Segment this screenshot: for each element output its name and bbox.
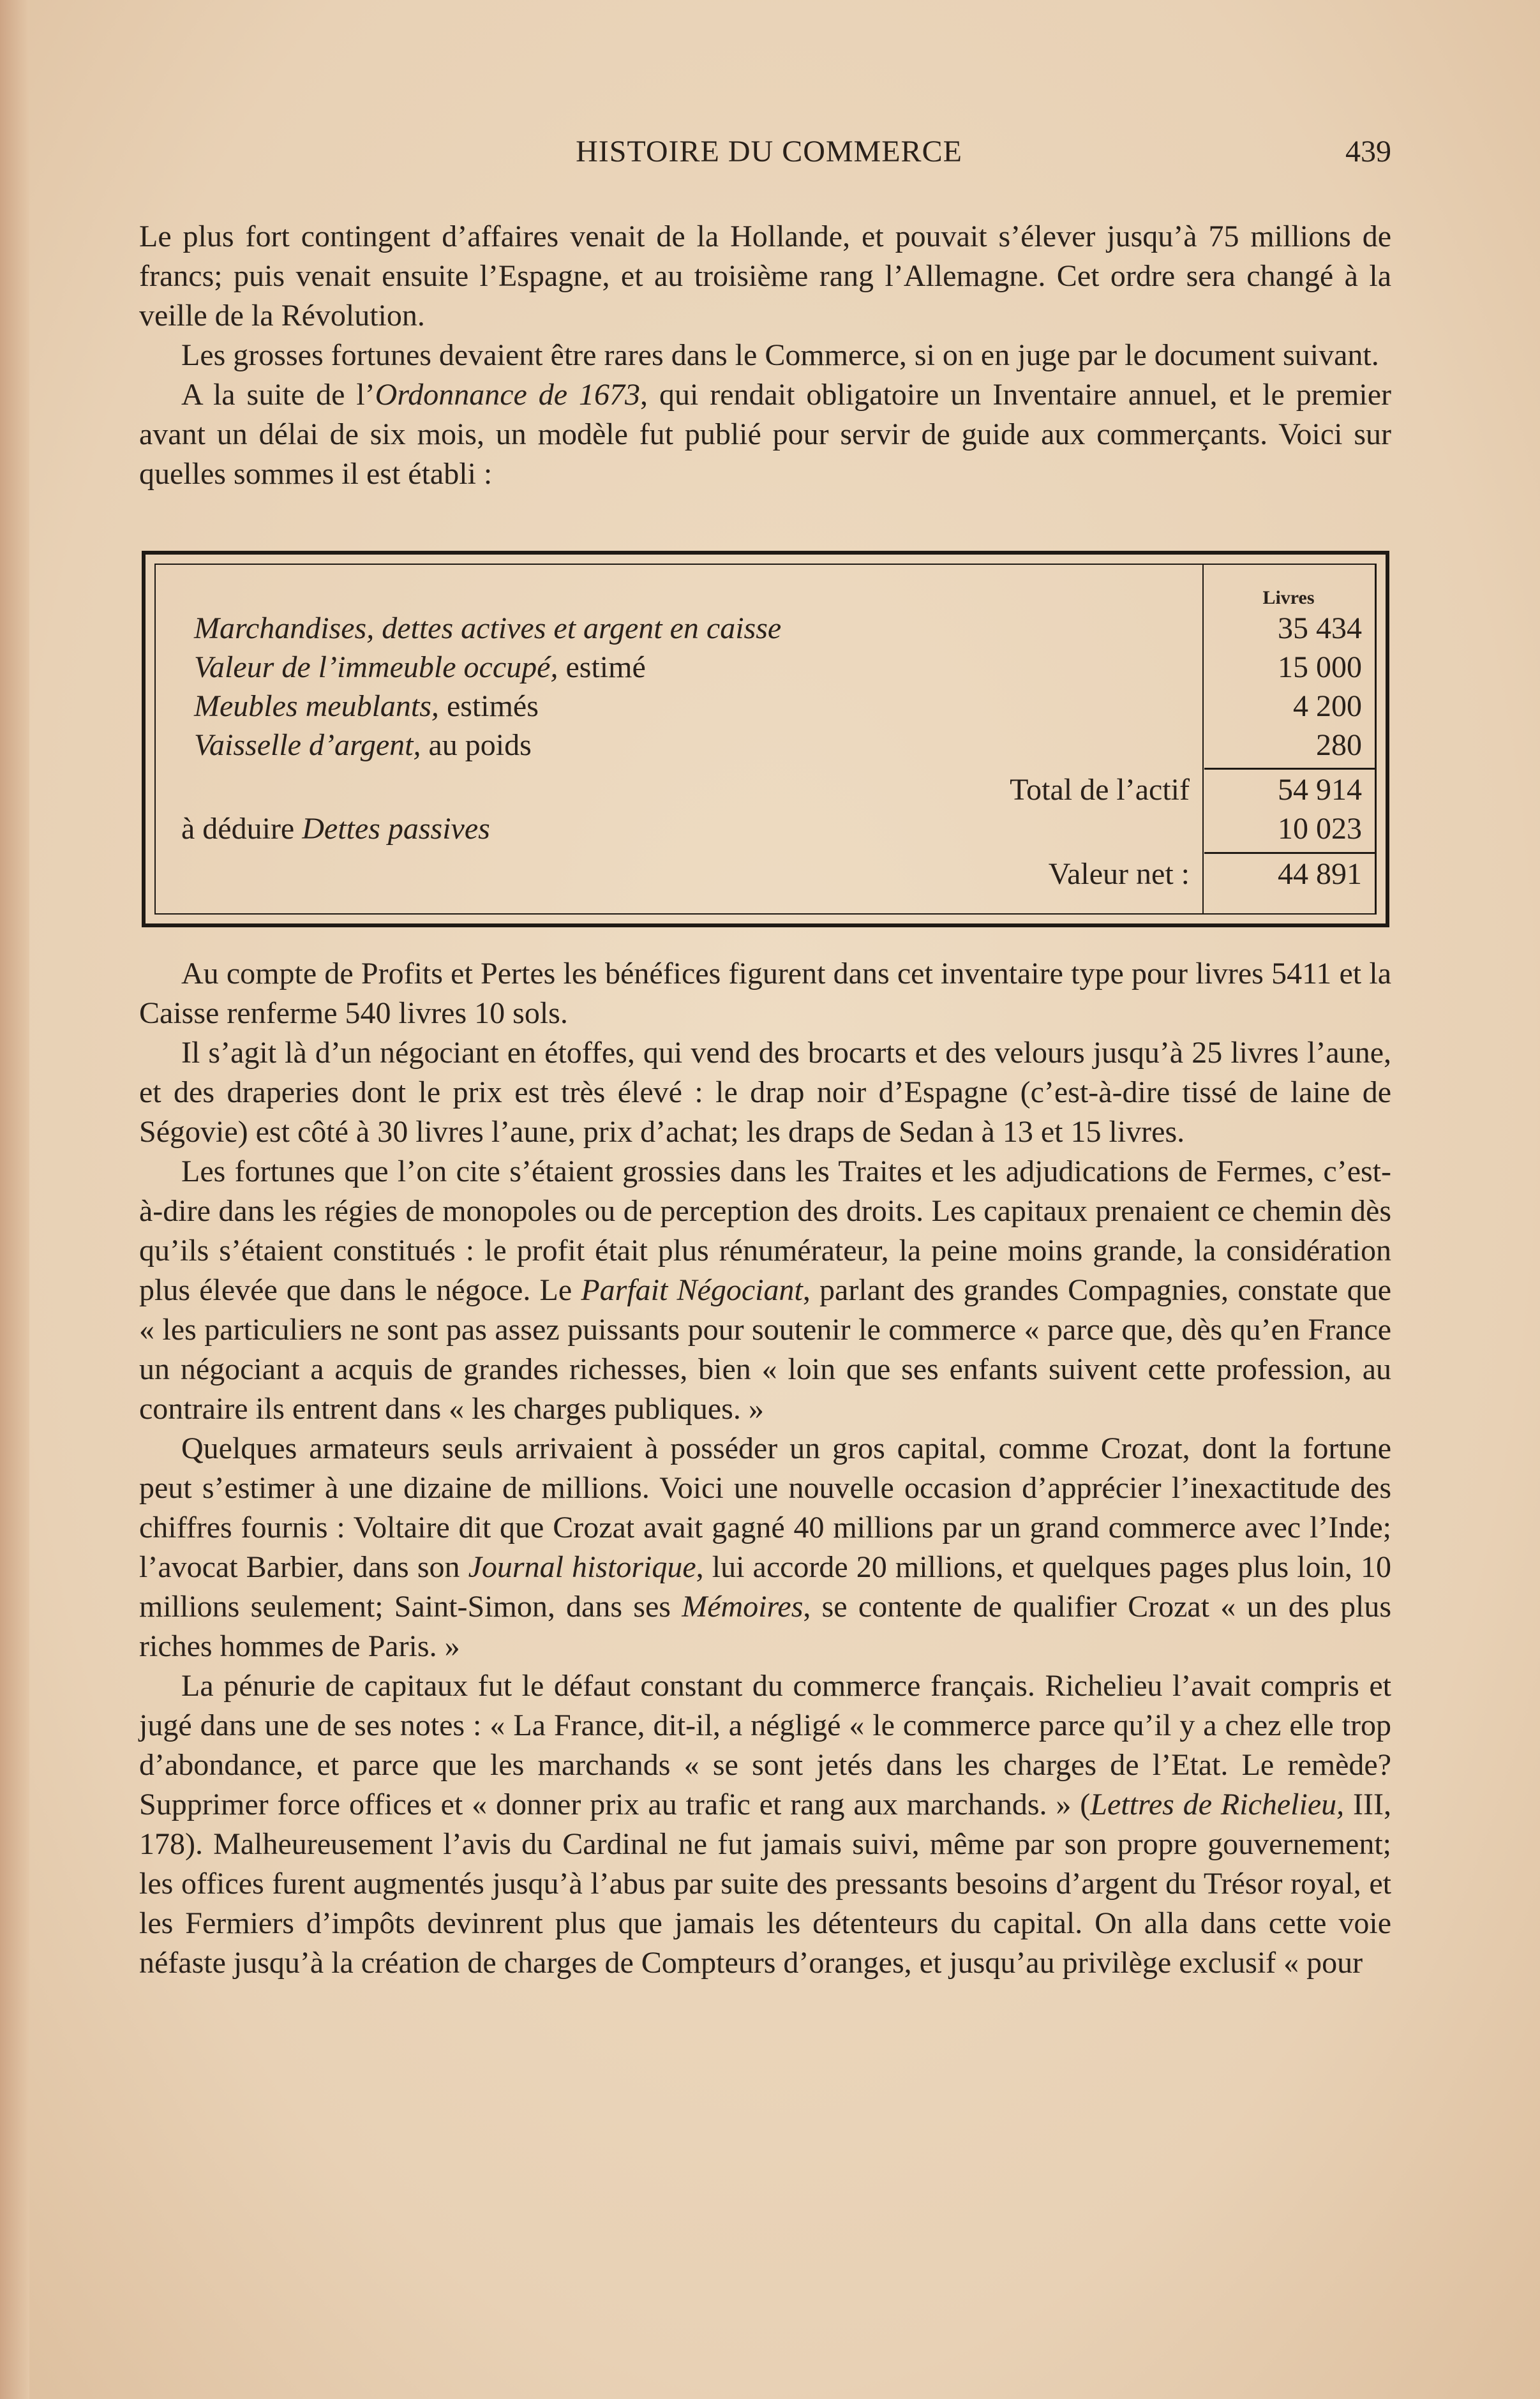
row-amount: 4 200	[1293, 689, 1362, 723]
running-title: HISTOIRE DU COMMERCE	[576, 135, 962, 168]
ordonnance-title: Ordonnance de 1673	[375, 378, 641, 412]
row-label-italic: Valeur de l’immeuble occupé,	[194, 650, 558, 684]
row-amount: 35 434	[1278, 611, 1362, 645]
page-header	[147, 134, 1391, 179]
row-label	[194, 726, 532, 765]
deduct-plain: à déduire	[181, 812, 303, 846]
row-label-italic: Marchandises, dettes actives et argent en caisse	[194, 611, 782, 645]
text-after-table	[139, 954, 1391, 1983]
row-label-italic: Meubles meublants,	[194, 689, 439, 723]
parfait-negociant-title: Parfait Négociant	[581, 1273, 803, 1307]
paragraph-4	[139, 954, 1391, 1033]
net-rule	[1204, 852, 1375, 854]
row-label	[194, 609, 781, 648]
net-amount: 44 891	[1278, 857, 1362, 891]
paragraph-8	[139, 1666, 1391, 1983]
paragraph-6	[139, 1152, 1391, 1429]
total-label: Total de l’actif	[1010, 773, 1190, 807]
column-separator	[1202, 565, 1204, 913]
paragraph-text: Les grosses fortunes devaient être rares dans le Commerce, si on en juge par le document suivant.	[181, 338, 1379, 372]
paragraph-7	[139, 1429, 1391, 1666]
row-label	[194, 648, 646, 687]
page-edge	[0, 0, 29, 2399]
paragraph-text: III, 178). Malheureusement l’avis du Cardinal ne fut jamais suivi, même par son propre gouvernement; les offices furent augmentés jusqu’à l’abus par suite des pressants besoins d’argent du Trésor royal, et les Fermiers d’impôts devinrent plus que jamais les détenteurs du capital. On alla dans cette voie néfaste jusqu’à la création de charges de Compteurs d’oranges, et jusqu’au privilège exclusif « pour	[139, 1788, 1391, 1980]
paragraph-3	[139, 375, 1391, 494]
deduct-italic: Dettes passives	[302, 812, 490, 846]
paragraph-text: Quelques armateurs seuls arrivaient à posséder un gros capital, comme Crozat, dont la fortune peut s’estimer à une dizaine de millions. Voici une nouvelle occasion d’apprécier l’inexactitude des chiffres fournis : Voltaire dit que Crozat avait gagné 40 millions par un grand commerce avec l’Inde; l’avocat Barbier, dans son	[139, 1431, 1391, 1584]
row-label-plain: au poids	[421, 728, 532, 762]
paragraph-text: , se contente de qualifier Crozat « un des plus riches hommes de Paris. »	[139, 1590, 1392, 1663]
paragraph-1	[139, 217, 1391, 336]
inventory-inner-frame	[154, 564, 1377, 915]
unit-header: Livres	[1262, 587, 1315, 608]
total-rule	[1204, 768, 1375, 770]
paragraph-text: , qui rendait obligatoire un Inventaire annuel, et le premier avant un délai de six mois, un modèle fut publié pour servir de guide aux commerçants. Voici sur quelles sommes il est établi :	[139, 378, 1391, 491]
paragraph-text: La pénurie de capitaux fut le défaut constant du commerce français. Richelieu l’avait compris et jugé dans une de ses notes : « La France, dit-il, a négligé « le commerce parce qu’il y a chez elle trop d’abondance, et parce que les marchands « se sont jetés dans les charges de l’Etat. Le remède? Supprimer force offices et « donner prix au trafic et rang aux marchands. » (	[139, 1669, 1391, 1821]
lettres-richelieu-title: Lettres de Richelieu,	[1090, 1788, 1345, 1821]
deduct-amount: 10 023	[1278, 812, 1362, 846]
paragraph-5	[139, 1033, 1391, 1152]
page-number: 439	[1345, 135, 1391, 168]
paragraph-2	[139, 336, 1391, 375]
row-label-plain: estimé	[558, 650, 646, 684]
paragraph-text: A la suite de l’	[181, 378, 375, 412]
paragraph-text: Les fortunes que l’on cite s’étaient grossies dans les Traites et les adjudications de Fermes, c’est-à-dire dans les régies de monopoles ou de perception des droits. Les capitaux prenaient ce chemin dès qu’ils s’étaient constitués : le profit était plus rénumérateur, la peine moins grande, la considération plus élevée que dans le négoce. Le	[139, 1155, 1391, 1307]
total-amount: 54 914	[1278, 773, 1362, 807]
deduct-label	[181, 810, 490, 848]
net-label: Valeur net :	[1048, 857, 1190, 891]
column-separator-right	[1375, 565, 1376, 913]
journal-historique-title: Journal historique	[468, 1550, 696, 1584]
paragraph-text: Le plus fort contingent d’affaires venait de la Hollande, et pouvait s’élever jusqu’à 75 millions de francs; puis venait ensuite l’Espagne, et au troisième rang l’Allemagne. Cet ordre sera changé à la veille de la Révolution.	[139, 220, 1391, 333]
paragraph-text: Il s’agit là d’un négociant en étoffes, qui vend des brocarts et des velours jusqu’à 25 livres l’aune, et des draperies dont le prix est très élevé : le drap noir d’Espagne (c’est-à-dire tissé de laine de Ségovie) est côté à 30 livres l’aune, prix d’achat; les draps de Sedan à 13 et 15 livres.	[139, 1036, 1391, 1149]
paragraph-text: Au compte de Profits et Pertes les bénéfices figurent dans cet inventaire type pour livres 5411 et la Caisse renferme 540 livres 10 sols.	[139, 957, 1391, 1030]
row-label-italic: Vaisselle d’argent,	[194, 728, 421, 762]
paragraph-text: , lui accorde 20 millions, et quelques pages plus loin, 10 millions seulement; Saint-Simon, dans ses	[139, 1550, 1391, 1624]
paragraph-text: , parlant des grandes Compagnies, constate que « les particuliers ne sont pas assez puissants pour soutenir le commerce « parce que, dès qu’en France un négociant a acquis de grandes richesses, bien « loin que ses enfants suivent cette profession, au contraire ils entrent dans « les charges publiques. »	[139, 1273, 1391, 1426]
row-label-plain: estimés	[438, 689, 539, 723]
inventory-table	[142, 551, 1389, 927]
row-amount: 15 000	[1278, 650, 1362, 684]
memoires-title: Mémoires	[682, 1590, 804, 1624]
text-before-table	[139, 217, 1391, 494]
row-amount: 280	[1316, 728, 1362, 762]
row-label	[194, 687, 539, 726]
